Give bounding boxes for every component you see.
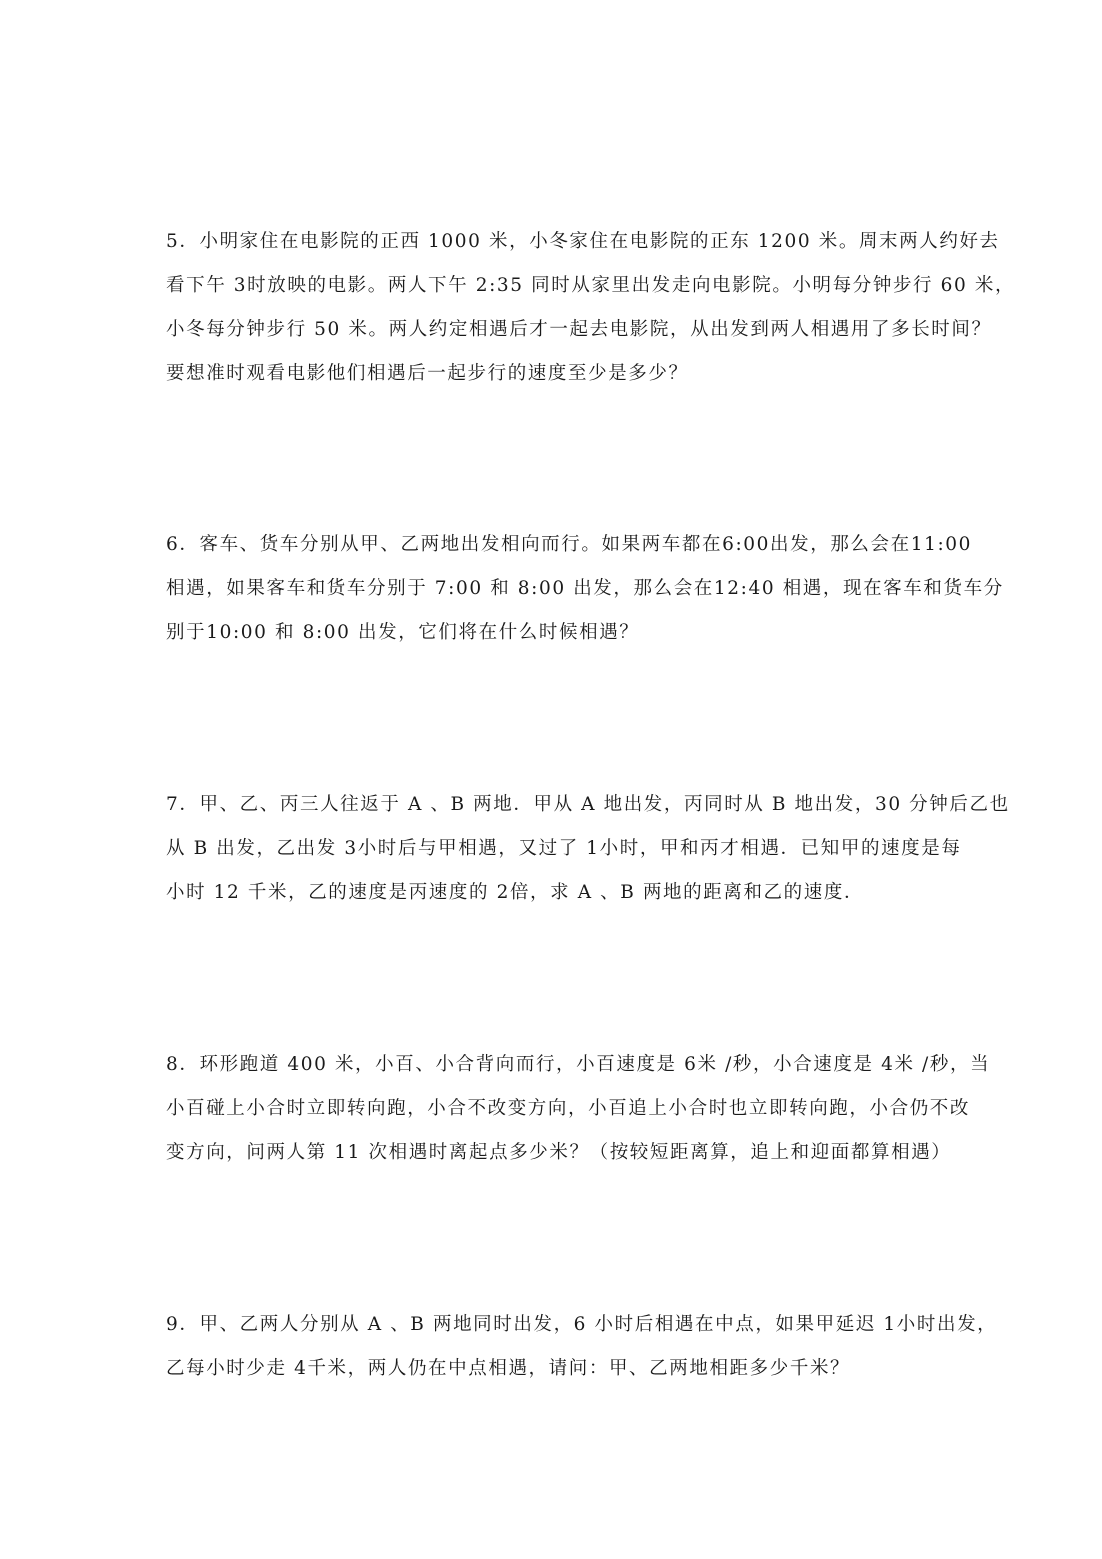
problem-5 [166, 220, 1016, 396]
problem-8-line-3: 变方向，问两人第 11 次相遇时离起点多少米？（按较短距离算，追上和迎面都算相遇） [166, 1142, 952, 1163]
problem-9-line-2: 乙每小时少走 4千米，两人仍在中点相遇，请问：甲、乙两地相距多少千米？ [166, 1358, 851, 1379]
problem-6-line-3: 别于10:00 和 8:00 出发，它们将在什么时候相遇？ [166, 622, 640, 643]
problem-5-line-1: 5．小明家住在电影院的正西 1000 米，小冬家住在电影院的正东 1200 米。周末两人约好去 [166, 231, 1000, 252]
problem-8 [166, 1043, 991, 1175]
problem-6-line-2: 相遇，如果客车和货车分别于 7:00 和 8:00 出发，那么会在12:40 相遇，现在客车和货车分 [166, 578, 1004, 599]
problem-8-line-1: 8．环形跑道 400 米，小百、小合背向而行，小百速度是 6米 /秒，小合速度是 4米 /秒，当 [166, 1054, 991, 1075]
problem-7-line-3: 小时 12 千米，乙的速度是丙速度的 2倍，求 A 、B 两地的距离和乙的速度． [166, 882, 865, 903]
problem-5-line-3: 小冬每分钟步行 50 米。两人约定相遇后才一起去电影院，从出发到两人相遇用了多长时间？ [166, 319, 992, 340]
problem-7 [166, 783, 1010, 915]
problem-7-line-2: 从 B 出发，乙出发 3小时后与甲相遇，又过了 1小时，甲和丙才相遇．已知甲的速度是每 [166, 838, 962, 859]
problem-6-line-1: 6．客车、货车分别从甲、乙两地出发相向而行。如果两车都在6:00出发，那么会在11:00 [166, 534, 973, 555]
problem-5-line-2: 看下午 3时放映的电影。两人下午 2:35 同时从家里出发走向电影院。小明每分钟步行 60 米， [166, 275, 1016, 296]
problem-9-line-1: 9．甲、乙两人分别从 A 、B 两地同时出发，6 小时后相遇在中点，如果甲延迟 1小时出发， [166, 1314, 998, 1335]
problem-6 [166, 523, 1004, 655]
problem-8-line-2: 小百碰上小合时立即转向跑，小合不改变方向，小百追上小合时也立即转向跑，小合仍不改 [166, 1098, 971, 1119]
problem-7-line-1: 7．甲、乙、丙三人往返于 A 、B 两地．甲从 A 地出发，丙同时从 B 地出发，30 分钟后乙也 [166, 794, 1010, 815]
problem-5-line-4: 要想准时观看电影他们相遇后一起步行的速度至少是多少？ [166, 363, 689, 384]
problem-9 [166, 1303, 998, 1391]
